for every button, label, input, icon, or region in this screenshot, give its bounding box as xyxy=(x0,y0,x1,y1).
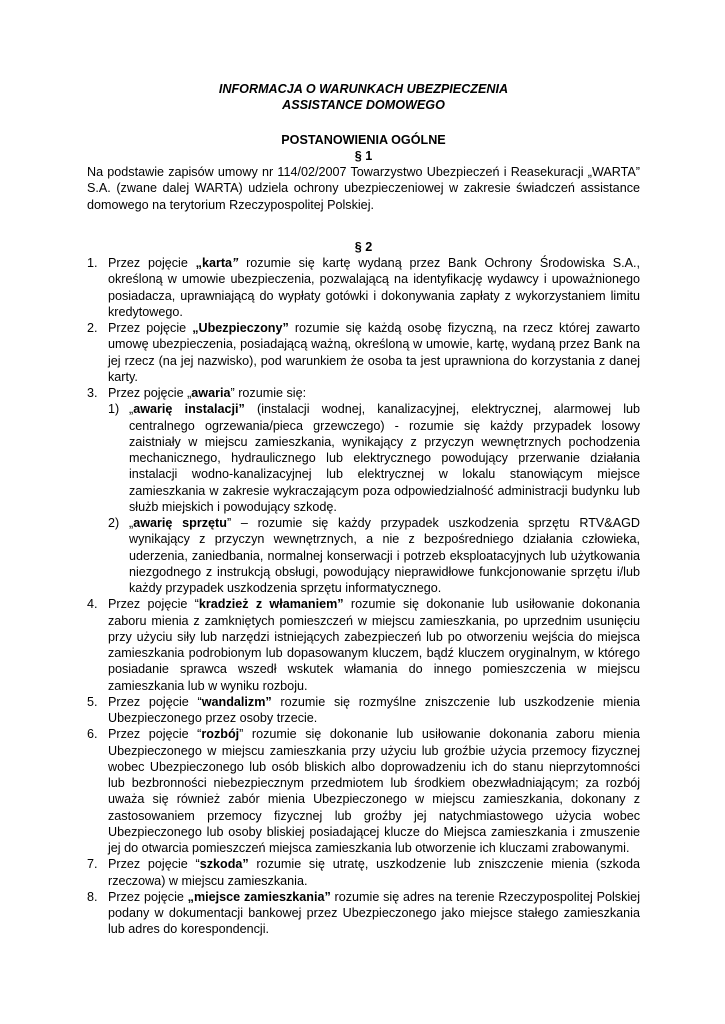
document-body xyxy=(87,81,640,938)
term-bold: awaria xyxy=(191,386,231,400)
term-bold: awarię sprzętu xyxy=(133,516,227,530)
definition-item: 5. Przez pojęcie “wandalizm” rozumie się rozmyślne zniszczenie lub uszkodzenie mienia Ubezpieczonego przez osoby trzecie. xyxy=(87,694,641,725)
sub-item-number: 2) xyxy=(108,516,120,530)
item-number: 5. xyxy=(87,694,98,709)
term-bold: rozbój xyxy=(201,727,240,742)
term-bold: „miejsce zamieszkania” xyxy=(187,889,331,904)
item-number: 3. xyxy=(87,386,98,400)
item-number: 2. xyxy=(87,321,98,335)
item-number: 4. xyxy=(87,597,98,612)
definition-item: 1. Przez pojęcie „karta” rozumie się kartę wydaną przez Bank Ochrony Środowiska S.A., określoną w umowie ubezpieczenia, pozwalającą na identyfikację wydawcy i upoważnionego posiadacza, uprawniającą do wypłaty gotówki i dokonywania zapłaty z wykorzystaniem limitu kredytowego. xyxy=(87,256,640,319)
paragraph-2-label: § 2 xyxy=(354,239,373,254)
paragraph-1-text: Na podstawie zapisów umowy nr 114/02/2007 Towarzystwo Ubezpieczeń i Reasekuracji „WARTA” S.A. (zwane dalej WARTA) udziela ochrony ubezpieczeniowej w zakresie świadczeń assistance domowego na terytorium Rzeczypospolitej Polskiej. xyxy=(87,165,640,212)
section-heading: POSTANOWIENIA OGÓLNE xyxy=(281,132,446,147)
term-bold: „Ubezpieczony” xyxy=(192,321,289,335)
item-number: 8. xyxy=(87,889,98,904)
definitions-list xyxy=(87,255,640,938)
sub-definition-item: 2) „awarię sprzętu” – rozumie się każdy przypadek uszkodzenia sprzętu RTV&AGD wynikający z przyczyn wewnętrznych, a nie z bezpośredniego działania człowieka, uderzenia, zaniedbania, normalnej konserwacji i potrzeb eksploatacyjnych lub użytkowania niezgodnego z instrukcją obsługi, powodujący nieprawidłowe funkcjonowanie sprzętu i/lub każdy przypadek uszkodzenia sprzętu informatycznego. xyxy=(108,516,640,595)
item-number: 7. xyxy=(87,857,98,872)
definition-item: 6. Przez pojęcie “rozbój” rozumie się dokonanie lub usiłowanie dokonania zaboru mienia Ubezpieczonego w miejscu zamieszkania przy użyciu lub groźbie użycia przemocy fizycznej wobec Ubezpieczonego lub osób bliskich albo doprowadzeniu ich do stanu nieprzytomności lub bezbronności niebezpiecznym przedmiotem lub środkiem obezwładniającym; za rozbój uważa się również zabór mienia Ubezpieczonego w miejscu zamieszkania, dokonany z zastosowaniem przemocy fizycznej lub groźby jej natychmiastowego użycia wobec Ubezpieczonego lub osoby bliskiej posiadającej klucze do Miejsca zamieszkania i zmuszenie jej do otwarcia pomieszczeń miejsca zamieszkania lub otworzenie ich kluczami zrabowanymi. xyxy=(87,727,640,855)
document-title-line-1: INFORMACJA O WARUNKACH UBEZPIECZENIA xyxy=(218,82,509,96)
definition-item: 3. Przez pojęcie „awaria” rozumie się: 1) „awarię instalacji” (instalacji wodnej, kanalizacyjnej, elektrycznej, alarmowej lub centralnego ogrzewania/pieca grzewczego) - rozumie się każdy przypadek losowy zaistniały w miejscu zamieszkania, wynikający z przyczyn wewnętrznych pochodzenia mechanicznego, hydraulicznego lub elektrycznego powodujący przerwanie działania instalacji wodno-kanalizacyjnej lub elektrycznej w lokalu stanowiącym miejsce zamieszkania w zakresie wykraczającym poza odpowiedzialność administracji budynku lub służb miejskich i powodujący szkodę. 2) „awarię sprzętu” – rozumie się każdy przypadek uszkodzenia sprzętu RTV&AGD wynikający z przyczyn wewnętrznych, a nie z bezpośredniego działania człowieka, uderzenia, zaniedbania, normalnej konserwacji i potrzeb eksploatacyjnych lub użytkowania niezgodnego z instrukcją obsługi, powodujący nieprawidłowe funkcjonowanie sprzętu i/lub każdy przypadek uszkodzenia sprzętu informatycznego. xyxy=(87,386,641,595)
item-number: 6. xyxy=(87,727,98,742)
definition-item: 8. Przez pojęcie „miejsce zamieszkania” rozumie się adres na terenie Rzeczypospolitej Polskiej podany w dokumentacji bankowej przez Ubezpieczonego jako miejsce stałego zamieszkania lub adres do korespondencji. xyxy=(87,889,640,937)
term-bold: wandalizm” xyxy=(201,694,272,709)
sub-item-number: 1) xyxy=(108,402,120,417)
item-number: 1. xyxy=(87,256,98,270)
definition-item: 2. Przez pojęcie „Ubezpieczony” rozumie się każdą osobę fizyczną, na rzecz której zawarto umowę ubezpieczenia, posiadającą ważną, określoną w umowie, kartę, wydaną przez Bank na jej rzecz (na jej nazwisko), pod warunkiem że osoba ta jest uprawniona do korzystania z danej karty. xyxy=(87,321,640,384)
document-title-line-2: ASSISTANCE DOMOWEGO xyxy=(282,98,445,113)
definition-item: 7. Przez pojęcie “szkoda” rozumie się utratę, uszkodzenie lub zniszczenie mienia (szkoda rzeczowa) w miejscu zamieszkania. xyxy=(87,857,640,888)
term-bold: kradzież z włamaniem” xyxy=(198,597,344,612)
paragraph-1-label: § 1 xyxy=(354,148,373,163)
term-bold: awarię instalacji” xyxy=(133,402,245,417)
sub-definition-item: 1) „awarię instalacji” (instalacji wodnej, kanalizacyjnej, elektrycznej, alarmowej lub centralnego ogrzewania/pieca grzewczego) - rozumie się każdy przypadek losowy zaistniały w miejscu zamieszkania, wynikający z przyczyn wewnętrznych pochodzenia mechanicznego, hydraulicznego lub elektrycznego powodujący przerwanie działania instalacji wodno-kanalizacyjnej lub elektrycznej w lokalu stanowiącym miejsce zamieszkania w zakresie wykraczającym poza odpowiedzialność administracji budynku lub służb miejskich i powodujący szkodę. xyxy=(108,402,641,514)
term-bold: szkoda” xyxy=(199,857,249,872)
sub-definitions-list xyxy=(108,401,640,596)
definition-item: 4. Przez pojęcie “kradzież z włamaniem” rozumie się dokonanie lub usiłowanie dokonania zaboru mienia z zamkniętych pomieszczeń w miejscu zamieszkania, po uprzednim usunięciu przy użyciu siły lub narzędzi istniejących zabezpieczeń lub po otworzeniu wejścia do miejsca zamieszkania podrobionym lub dopasowanym kluczem, bądź kluczem oryginalnym, w którego posiadanie sprawca wszedł wskutek włamania do innego pomieszczenia w miejscu zamieszkania lub w wyniku rozboju. xyxy=(87,597,641,693)
term-bold: „karta” xyxy=(195,256,239,270)
